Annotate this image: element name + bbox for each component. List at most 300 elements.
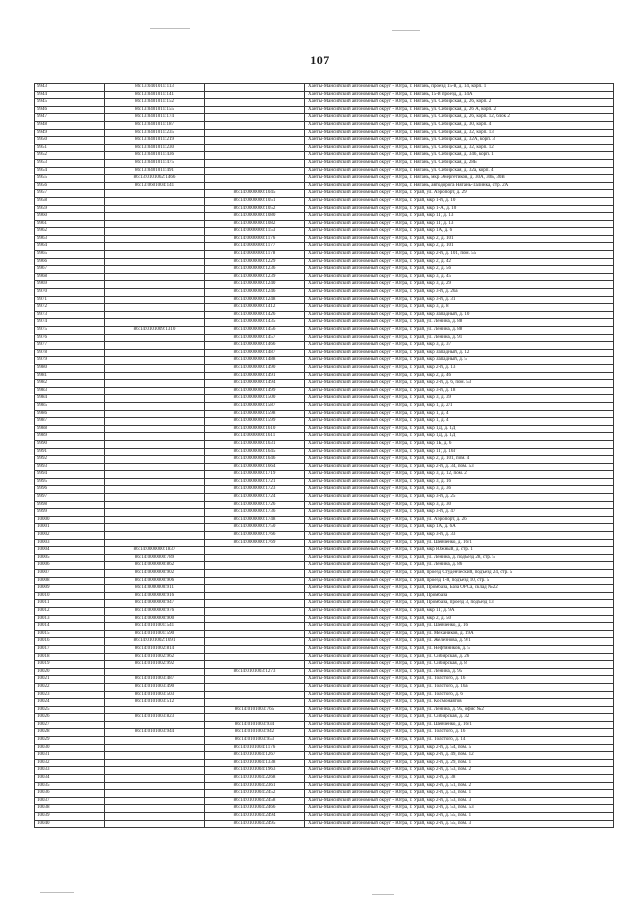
- table-row: [35, 668, 614, 676]
- related-cadastral-number-cell: [205, 645, 305, 653]
- table-row: [35, 471, 614, 479]
- address-cell: Ханты-Мансийский автономный округ - Югра, г. Урай, мкр 2-й, д. 13: [305, 364, 614, 372]
- related-cadastral-number-cell: 86:14:0000000:1177: [205, 243, 305, 251]
- table-row: [35, 159, 614, 167]
- cadastral-number-cell: [105, 425, 205, 433]
- table-row: [35, 607, 614, 615]
- related-cadastral-number-cell: 86:14:0000000:1248: [205, 296, 305, 304]
- cadastral-number-cell: 86:13:0401011:141: [105, 91, 205, 99]
- table-row: [35, 782, 614, 790]
- address-cell: Ханты-Мансийский автономный округ - Югра, г. Урай, проезд Студенческий, подъезд 24, стр. 5: [305, 570, 614, 578]
- row-number-cell: 9988: [35, 425, 105, 433]
- address-cell: Ханты-Мансийский автономный округ - Югра, г. Урай, мкр 1Г, д. 13: [305, 213, 614, 221]
- cadastral-number-cell: 86:14:0000000:789: [105, 554, 205, 562]
- row-number-cell: 10018: [35, 653, 105, 661]
- address-cell: Ханты-Мансийский автономный округ - Югра, г. Урай, мкр 3, д. 16: [305, 478, 614, 486]
- cadastral-number-cell: [105, 752, 205, 760]
- table-row: [35, 486, 614, 494]
- cadastral-number-cell: [105, 205, 205, 213]
- related-cadastral-number-cell: 86:14:0000000:1488: [205, 357, 305, 365]
- table-row: [35, 509, 614, 517]
- table-row: [35, 813, 614, 821]
- table-row: [35, 592, 614, 600]
- cadastral-number-cell: 86:14:0000000:900: [105, 615, 205, 623]
- related-cadastral-number-cell: 86:14:0101004:2268: [205, 775, 305, 783]
- table-row: [35, 342, 614, 350]
- row-number-cell: 10011: [35, 600, 105, 608]
- related-cadastral-number-cell: [205, 562, 305, 570]
- table-row: [35, 577, 614, 585]
- cadastral-number-cell: 86:14:0101003:487: [105, 676, 205, 684]
- row-number-cell: 9961: [35, 220, 105, 228]
- cadastral-number-cell: 86:13:0401011:230: [105, 144, 205, 152]
- address-cell: Ханты-Мансийский автономный округ - Югра, г. Урай, мкр 2-й, д. 54, пом. 5: [305, 744, 614, 752]
- related-cadastral-number-cell: [205, 630, 305, 638]
- address-cell: Ханты-Мансийский автономный округ - Югра, г. Урай, ул. Шевченко, д. 16: [305, 623, 614, 631]
- row-number-cell: 10022: [35, 683, 105, 691]
- row-number-cell: 9953: [35, 159, 105, 167]
- address-cell: Ханты-Мансийский автономный округ - Югра, г. Урай, ул. Толстого, д. 6: [305, 691, 614, 699]
- related-cadastral-number-cell: 86:14:0101004:2495: [205, 820, 305, 828]
- cadastral-number-cell: [105, 744, 205, 752]
- related-cadastral-number-cell: [205, 691, 305, 699]
- row-number-cell: 10038: [35, 805, 105, 813]
- address-cell: Ханты-Мансийский автономный округ - Югра, г. Урай, мкр Южный, д. стр. 1: [305, 547, 614, 555]
- table-row: [35, 334, 614, 342]
- related-cadastral-number-cell: 86:14:0000000:1736: [205, 509, 305, 517]
- related-cadastral-number-cell: 86:14:0000000:1610: [205, 425, 305, 433]
- cadastral-number-cell: 86:13:0401011:491: [105, 167, 205, 175]
- cadastral-number-cell: [105, 782, 205, 790]
- row-number-cell: 9992: [35, 456, 105, 464]
- address-cell: Ханты-Мансийский автономный округ - Югра, г. Урай, мкр 2-й, д. 53, пом. 3: [305, 797, 614, 805]
- cadastral-number-cell: [105, 775, 205, 783]
- cadastral-number-cell: [105, 220, 205, 228]
- address-cell: Ханты-Мансийский автономный округ - Югра, г. Урай, мкр 1Г, д. 16Г: [305, 448, 614, 456]
- address-cell: Ханты-Мансийский автономный округ - Югра, г. Урай, мкр 2, д. 46: [305, 372, 614, 380]
- table-row: [35, 440, 614, 448]
- table-row: [35, 737, 614, 745]
- row-number-cell: 9986: [35, 410, 105, 418]
- row-number-cell: 10003: [35, 539, 105, 547]
- cadastral-number-cell: 86:13:0401011:152: [105, 99, 205, 107]
- cadastral-number-cell: [105, 410, 205, 418]
- related-cadastral-number-cell: 86:14:0000000:1487: [205, 349, 305, 357]
- table-row: [35, 797, 614, 805]
- row-number-cell: 10005: [35, 554, 105, 562]
- address-cell: Ханты-Мансийский автономный округ - Югра, г. Урай, ул. Космонавтов: [305, 699, 614, 707]
- address-cell: Ханты-Мансийский автономный округ - Югра, г. Урай, ул. Шевченко, д. 16/1: [305, 539, 614, 547]
- row-number-cell: 9945: [35, 99, 105, 107]
- row-number-cell: 9957: [35, 190, 105, 198]
- related-cadastral-number-cell: [205, 683, 305, 691]
- table-row: [35, 516, 614, 524]
- address-cell: Ханты-Мансийский автономный округ - Югра, г. Урай, мкр 3, д. 29: [305, 281, 614, 289]
- related-cadastral-number-cell: [205, 182, 305, 190]
- address-cell: Ханты-Мансийский автономный округ - Югра, г. Урай, мкр 3-й, д. 33: [305, 532, 614, 540]
- address-cell: Ханты-Мансийский автономный округ - Югра, г. Урай, мкр 3, д. 12, пом. 2: [305, 471, 614, 479]
- cadastral-number-cell: 86:13:0601004:141: [105, 182, 205, 190]
- row-number-cell: 10007: [35, 570, 105, 578]
- related-cadastral-number-cell: 86:14:0000000:1599: [205, 418, 305, 426]
- address-cell: Ханты-Мансийский автономный округ - Югра, г. Урай, ул. Железнова, д. 9/1: [305, 638, 614, 646]
- cadastral-number-cell: 86:13:0401011:235: [105, 129, 205, 137]
- cadastral-number-cell: [105, 478, 205, 486]
- related-cadastral-number-cell: [205, 99, 305, 107]
- row-number-cell: 10004: [35, 547, 105, 555]
- related-cadastral-number-cell: 86:14:0101003:953: [205, 737, 305, 745]
- table-row: [35, 752, 614, 760]
- table-body: [35, 84, 614, 828]
- related-cadastral-number-cell: 86:14:0000000:1726: [205, 501, 305, 509]
- table-row: [35, 129, 614, 137]
- cadastral-number-cell: 86:14:0000000:911: [105, 585, 205, 593]
- table-row: [35, 395, 614, 403]
- row-number-cell: 9981: [35, 372, 105, 380]
- related-cadastral-number-cell: [205, 137, 305, 145]
- row-number-cell: 10020: [35, 668, 105, 676]
- address-cell: Ханты-Мансийский автономный округ - Югра, г. Урай, мкр 3, д. 39: [305, 395, 614, 403]
- address-cell: Ханты-Мансийский автономный округ - Югра, г. Урай, Промбаза: [305, 592, 614, 600]
- related-cadastral-number-cell: 86:14:0101003:942: [205, 729, 305, 737]
- cadastral-number-cell: 86:13:0401011:436: [105, 152, 205, 160]
- cadastral-number-cell: 86:14:0000000:862: [105, 562, 205, 570]
- cadastral-number-cell: 86:14:0101001:590: [105, 630, 205, 638]
- address-cell: Ханты-Мансийский автономный округ - Югра, г. Урай, мкр 2, д. 101: [305, 235, 614, 243]
- table-row: [35, 630, 614, 638]
- related-cadastral-number-cell: [205, 653, 305, 661]
- address-cell: Ханты-Мансийский автономный округ - Югра, г. Урай, ул. Шевченко, д. 16/1: [305, 721, 614, 729]
- related-cadastral-number-cell: 86:14:0000000:1412: [205, 304, 305, 312]
- cadastral-number-cell: [105, 342, 205, 350]
- table-row: [35, 570, 614, 578]
- related-cadastral-number-cell: 86:14:0000000:1426: [205, 311, 305, 319]
- row-number-cell: 10032: [35, 759, 105, 767]
- table-row: [35, 721, 614, 729]
- address-cell: Ханты-Мансийский автономный округ - Югра, г. Урай, мкр 3-й, д. 26а: [305, 289, 614, 297]
- related-cadastral-number-cell: 86:14:0000000:1631: [205, 440, 305, 448]
- row-number-cell: 10006: [35, 562, 105, 570]
- cadastral-number-cell: 86:13:0401011:219: [105, 137, 205, 145]
- related-cadastral-number-cell: 86:14:0101004:2361: [205, 782, 305, 790]
- address-cell: Ханты-Мансийский автономный округ - Югра, г. Урай, ул. Толстого, д. 16: [305, 729, 614, 737]
- cadastral-number-cell: [105, 258, 205, 266]
- address-cell: Ханты-Мансийский автономный округ - Югра, г. Урай, мкр 1Г, д. 9А: [305, 607, 614, 615]
- address-cell: Ханты-Мансийский автономный округ - Югра, г. Урай, мкр 1Д, д. 1Д: [305, 425, 614, 433]
- cadastral-number-cell: [105, 539, 205, 547]
- table-row: [35, 554, 614, 562]
- row-number-cell: 10002: [35, 532, 105, 540]
- table-row: [35, 205, 614, 213]
- cadastral-number-cell: [105, 380, 205, 388]
- address-cell: Ханты-Мансийский автономный округ - Югра, г. Нягань, ул. Сибирская, д. 26, корп. 2: [305, 99, 614, 107]
- related-cadastral-number-cell: [205, 607, 305, 615]
- address-cell: Ханты-Мансийский автономный округ - Югра, г. Урай, мкр 1Г, д. 13: [305, 220, 614, 228]
- address-cell: Ханты-Мансийский автономный округ - Югра, г. Урай, мкр 2, д. 101: [305, 243, 614, 251]
- related-cadastral-number-cell: 86:14:0000000:1240: [205, 281, 305, 289]
- row-number-cell: 10026: [35, 714, 105, 722]
- row-number-cell: 9951: [35, 144, 105, 152]
- table-row: [35, 729, 614, 737]
- row-number-cell: 9991: [35, 448, 105, 456]
- related-cadastral-number-cell: [205, 159, 305, 167]
- table-row: [35, 387, 614, 395]
- cadastral-number-cell: [105, 395, 205, 403]
- row-number-cell: 10008: [35, 577, 105, 585]
- address-cell: Ханты-Мансийский автономный округ - Югра, г. Урай, мкр 2-й, д. 55, пом. 3: [305, 820, 614, 828]
- related-cadastral-number-cell: 86:14:0101004:2452: [205, 790, 305, 798]
- table-row: [35, 84, 614, 92]
- table-row: [35, 144, 614, 152]
- table-row: [35, 228, 614, 236]
- table-row: [35, 319, 614, 327]
- related-cadastral-number-cell: 86:14:0101004:1267: [205, 752, 305, 760]
- address-cell: Ханты-Мансийский автономный округ - Югра, г. Нягань, ул. Сибирская, д. 30, корп. 4: [305, 121, 614, 129]
- related-cadastral-number-cell: [205, 585, 305, 593]
- row-number-cell: 9972: [35, 304, 105, 312]
- address-cell: Ханты-Мансийский автономный округ - Югра, г. Урай, проезд 1-й, подъезд 10, стр. 5: [305, 577, 614, 585]
- row-number-cell: 9985: [35, 402, 105, 410]
- cadastral-number-cell: 86:14:0101003:490: [105, 683, 205, 691]
- cadastral-number-cell: [105, 501, 205, 509]
- related-cadastral-number-cell: [205, 554, 305, 562]
- cadastral-number-cell: [105, 235, 205, 243]
- cadastral-number-cell: [105, 243, 205, 251]
- row-number-cell: 9966: [35, 258, 105, 266]
- row-number-cell: 10012: [35, 607, 105, 615]
- address-cell: Ханты-Мансийский автономный округ - Югра, г. Урай, ул. Толстого, д. 14: [305, 737, 614, 745]
- table-row: [35, 585, 614, 593]
- related-cadastral-number-cell: 86:14:0000000:1153: [205, 228, 305, 236]
- table-row: [35, 676, 614, 684]
- table-row: [35, 357, 614, 365]
- related-cadastral-number-cell: [205, 577, 305, 585]
- cadastral-number-cell: [105, 440, 205, 448]
- row-number-cell: 9996: [35, 486, 105, 494]
- table-row: [35, 699, 614, 707]
- table-row: [35, 213, 614, 221]
- related-cadastral-number-cell: 86:14:0101004:1338: [205, 759, 305, 767]
- row-number-cell: 9964: [35, 243, 105, 251]
- related-cadastral-number-cell: [205, 152, 305, 160]
- address-cell: Ханты-Мансийский автономный округ - Югра, г. Урай, мкр 2-й, д. 101, пом. 55: [305, 251, 614, 259]
- cadastral-number-cell: 86:13:0401011:174: [105, 114, 205, 122]
- cadastral-number-cell: [105, 524, 205, 532]
- related-cadastral-number-cell: [205, 600, 305, 608]
- cadastral-number-cell: 86:13:0401011:187: [105, 121, 205, 129]
- cadastral-number-cell: [105, 304, 205, 312]
- cadastral-number-cell: [105, 516, 205, 524]
- table-row: [35, 296, 614, 304]
- row-number-cell: 10009: [35, 585, 105, 593]
- cadastral-number-cell: 86:14:0000000:976: [105, 607, 205, 615]
- row-number-cell: 9943: [35, 84, 105, 92]
- address-cell: Ханты-Мансийский автономный округ - Югра, г. Урай, мкр 3, д. 37: [305, 342, 614, 350]
- address-cell: Ханты-Мансийский автономный округ - Югра, г. Урай, мкр 3, д. 45: [305, 273, 614, 281]
- row-number-cell: 9993: [35, 463, 105, 471]
- address-cell: Ханты-Мансийский автономный округ - Югра, г. Урай, мкр Западный, д. 5: [305, 357, 614, 365]
- related-cadastral-number-cell: 86:14:0000000:1719: [205, 471, 305, 479]
- table-row: [35, 623, 614, 631]
- table-row: [35, 653, 614, 661]
- row-number-cell: 10025: [35, 706, 105, 714]
- address-cell: Ханты-Мансийский автономный округ - Югра, г. Урай, ул. Толстого, д. 16: [305, 676, 614, 684]
- table-row: [35, 456, 614, 464]
- cadastral-number-cell: [105, 737, 205, 745]
- cadastral-number-cell: 86:14:0000000:1837: [105, 547, 205, 555]
- cadastral-number-cell: 86:13:0401011:155: [105, 106, 205, 114]
- row-number-cell: 9976: [35, 334, 105, 342]
- related-cadastral-number-cell: [205, 91, 305, 99]
- row-number-cell: 9955: [35, 175, 105, 183]
- cadastral-number-cell: [105, 228, 205, 236]
- address-cell: Ханты-Мансийский автономный округ - Югра, г. Урай, мкр 2-й, д. 53, пом. 2: [305, 767, 614, 775]
- row-number-cell: 10024: [35, 699, 105, 707]
- related-cadastral-number-cell: 86:14:0000000:1435: [205, 319, 305, 327]
- address-cell: Ханты-Мансийский автономный округ - Югра, г. Урай, мкр 3-й, д. 25: [305, 494, 614, 502]
- cadastral-number-cell: [105, 402, 205, 410]
- table-row: [35, 273, 614, 281]
- cadastral-number-cell: [105, 289, 205, 297]
- row-number-cell: 9999: [35, 509, 105, 517]
- table-row: [35, 524, 614, 532]
- address-cell: Ханты-Мансийский автономный округ - Югра, г. Нягань, проезд 15-й, д. 14, корп. 1: [305, 84, 614, 92]
- row-number-cell: 10036: [35, 790, 105, 798]
- table-row: [35, 759, 614, 767]
- table-row: [35, 243, 614, 251]
- address-cell: Ханты-Мансийский автономный округ - Югра, г. Урай, мкр 2-й, д. 55, пом. 1: [305, 813, 614, 821]
- table-row: [35, 372, 614, 380]
- related-cadastral-number-cell: 86:14:0101004:2494: [205, 813, 305, 821]
- row-number-cell: 9971: [35, 296, 105, 304]
- address-cell: Ханты-Мансийский автономный округ - Югра, г. Урай, мкр 1-А, д. 10: [305, 205, 614, 213]
- related-cadastral-number-cell: 86:14:0000000:1456: [205, 327, 305, 335]
- table-row: [35, 152, 614, 160]
- cadastral-number-cell: [105, 767, 205, 775]
- table-row: [35, 683, 614, 691]
- cadastral-number-cell: [105, 190, 205, 198]
- cadastral-number-cell: 86:14:0101003:823: [105, 714, 205, 722]
- table-row: [35, 539, 614, 547]
- address-cell: Ханты-Мансийский автономный округ - Югра, г. Урай, мкр 3-й, д. 31: [305, 296, 614, 304]
- related-cadastral-number-cell: [205, 114, 305, 122]
- cadastral-number-cell: [105, 721, 205, 729]
- row-number-cell: 10000: [35, 516, 105, 524]
- row-number-cell: 10034: [35, 775, 105, 783]
- row-number-cell: 9959: [35, 205, 105, 213]
- row-number-cell: 10017: [35, 645, 105, 653]
- related-cadastral-number-cell: 86:14:0000000:1646: [205, 456, 305, 464]
- related-cadastral-number-cell: 86:14:0000000:1598: [205, 410, 305, 418]
- related-cadastral-number-cell: 86:14:0101003:934: [205, 721, 305, 729]
- row-number-cell: 10013: [35, 615, 105, 623]
- related-cadastral-number-cell: 86:14:0101003:1273: [205, 668, 305, 676]
- related-cadastral-number-cell: 86:14:0000000:1645: [205, 448, 305, 456]
- row-number-cell: 9973: [35, 311, 105, 319]
- cadastral-number-cell: [105, 463, 205, 471]
- related-cadastral-number-cell: [205, 592, 305, 600]
- table-row: [35, 661, 614, 669]
- related-cadastral-number-cell: 86:14:0000000:1457: [205, 334, 305, 342]
- related-cadastral-number-cell: 86:14:0000000:1750: [205, 524, 305, 532]
- address-cell: Ханты-Мансийский автономный округ - Югра, г. Урай, мкр 2-й, д. 51, пом. 2: [305, 782, 614, 790]
- row-number-cell: 9950: [35, 137, 105, 145]
- table-row: [35, 266, 614, 274]
- cadastral-number-cell: [105, 418, 205, 426]
- table-row: [35, 820, 614, 828]
- row-number-cell: 9948: [35, 121, 105, 129]
- row-number-cell: 10014: [35, 623, 105, 631]
- cadastral-number-cell: [105, 471, 205, 479]
- address-cell: Ханты-Мансийский автономный округ - Югра, г. Урай, ул. Нефтяников, д. 5: [305, 645, 614, 653]
- row-number-cell: 9969: [35, 281, 105, 289]
- related-cadastral-number-cell: 86:14:0000000:1490: [205, 364, 305, 372]
- related-cadastral-number-cell: 86:14:0000000:1611: [205, 433, 305, 441]
- related-cadastral-number-cell: [205, 714, 305, 722]
- row-number-cell: 9975: [35, 327, 105, 335]
- row-number-cell: 9989: [35, 433, 105, 441]
- address-cell: Ханты-Мансийский автономный округ - Югра, г. Урай, мкр 2-й, д. 53, пом. 1: [305, 790, 614, 798]
- address-cell: Ханты-Мансийский автономный округ - Югра, г. Урай, мкр 2, д. 56: [305, 266, 614, 274]
- table-row: [35, 121, 614, 129]
- table-row: [35, 281, 614, 289]
- row-number-cell: 10019: [35, 661, 105, 669]
- address-cell: Ханты-Мансийский автономный округ - Югра, г. Урай, мкр 2-й, д. 6, пом. 53: [305, 380, 614, 388]
- related-cadastral-number-cell: [205, 167, 305, 175]
- related-cadastral-number-cell: 86:14:0000000:1721: [205, 478, 305, 486]
- related-cadastral-number-cell: 86:14:0000000:1045: [205, 190, 305, 198]
- cadastral-number-cell: 86:14:0000000:947: [105, 600, 205, 608]
- related-cadastral-number-cell: 86:14:0000000:1236: [205, 266, 305, 274]
- cadastral-number-cell: 86:14:0101002:962: [105, 653, 205, 661]
- cadastral-number-cell: [105, 494, 205, 502]
- cadastral-number-cell: [105, 813, 205, 821]
- row-number-cell: 10037: [35, 797, 105, 805]
- address-cell: Ханты-Мансийский автономный округ - Югра, г. Урай, мкр 3, д. 30: [305, 501, 614, 509]
- related-cadastral-number-cell: [205, 638, 305, 646]
- address-cell: Ханты-Мансийский автономный округ - Югра, г. Урай, мкр 3-й, д. 47: [305, 509, 614, 517]
- related-cadastral-number-cell: [205, 661, 305, 669]
- address-cell: Ханты-Мансийский автономный округ - Югра, г. Нягань, ул. Сибирская, д. 32А, корп. 3: [305, 137, 614, 145]
- cadastral-number-cell: [105, 532, 205, 540]
- related-cadastral-number-cell: 86:14:0000000:1239: [205, 273, 305, 281]
- row-number-cell: 9965: [35, 251, 105, 259]
- row-number-cell: 9960: [35, 213, 105, 221]
- table-row: [35, 691, 614, 699]
- related-cadastral-number-cell: 86:14:0000000:1494: [205, 380, 305, 388]
- row-number-cell: 9954: [35, 167, 105, 175]
- related-cadastral-number-cell: [205, 676, 305, 684]
- address-cell: Ханты-Мансийский автономный округ - Югра, г. Урай, мкр 1-й, д. 10: [305, 197, 614, 205]
- related-cadastral-number-cell: 86:14:0101004:1963: [205, 767, 305, 775]
- related-cadastral-number-cell: 86:14:0000000:1748: [205, 516, 305, 524]
- row-number-cell: 10015: [35, 630, 105, 638]
- row-number-cell: 9958: [35, 197, 105, 205]
- table-row: [35, 532, 614, 540]
- related-cadastral-number-cell: [205, 547, 305, 555]
- address-cell: Ханты-Мансийский автономный округ - Югра, г. Нягань, ул. Сибирская, д. 26 А, корп. 2: [305, 106, 614, 114]
- table-row: [35, 706, 614, 714]
- table-row: [35, 547, 614, 555]
- related-cadastral-number-cell: 86:14:0000000:1587: [205, 402, 305, 410]
- table-row: [35, 106, 614, 114]
- cadastral-number-cell: [105, 296, 205, 304]
- address-cell: Ханты-Мансийский автономный округ - Югра, г. Нягань, ул. Сибирская, д. 34б, корп. 1: [305, 152, 614, 160]
- cadastral-number-cell: [105, 509, 205, 517]
- row-number-cell: 9967: [35, 266, 105, 274]
- cadastral-number-cell: [105, 668, 205, 676]
- related-cadastral-number-cell: 86:14:0101003:765: [205, 706, 305, 714]
